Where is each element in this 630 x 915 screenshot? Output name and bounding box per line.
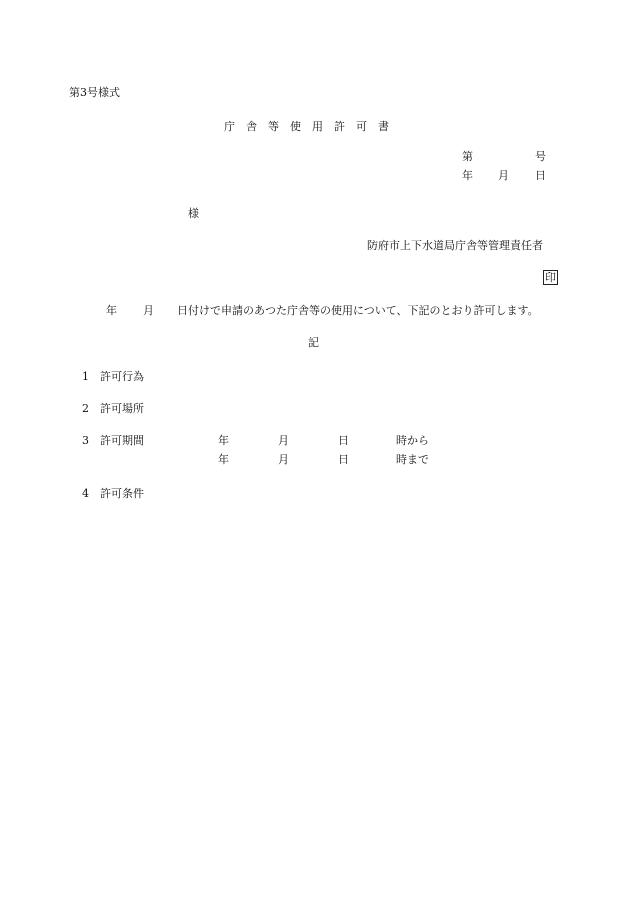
item-4-number: 4 [82, 487, 89, 500]
addressee-honorific: 様 [188, 207, 199, 220]
item-3-label: 許可期間 [100, 434, 144, 447]
period-to-time: 時まで [396, 453, 429, 466]
form-number: 第3号様式 [69, 86, 120, 99]
note-heading: 記 [308, 336, 319, 349]
issue-number-suffix: 号 [535, 150, 546, 163]
issue-date-day: 日 [535, 169, 546, 182]
issue-date-month: 月 [498, 169, 509, 182]
issue-date-year: 年 [462, 169, 473, 182]
document-title: 庁 舎 等 使 用 許 可 書 [224, 120, 389, 133]
period-from-time: 時から [396, 434, 429, 447]
period-from-month: 月 [278, 434, 289, 447]
period-to-year: 年 [218, 453, 229, 466]
item-2-label: 許可場所 [100, 402, 144, 415]
period-to-day: 日 [338, 453, 349, 466]
body-month: 月 [143, 304, 154, 317]
item-4-label: 許可条件 [100, 487, 144, 500]
period-from-year: 年 [218, 434, 229, 447]
body-year: 年 [106, 304, 117, 317]
item-2-number: 2 [82, 402, 89, 415]
seal-mark [543, 270, 558, 285]
issue-number-prefix: 第 [462, 150, 473, 163]
item-3-number: 3 [82, 434, 89, 447]
item-1-label: 許可行為 [100, 370, 144, 383]
period-to-month: 月 [278, 453, 289, 466]
issuer-name: 防府市上下水道局庁舎等管理責任者 [367, 239, 543, 252]
body-text: 日付けで申請のあつた庁舎等の使用について、下記のとおり許可します。 [177, 304, 539, 317]
item-1-number: 1 [82, 370, 89, 383]
seal-label: 印 [545, 271, 556, 284]
period-from-day: 日 [338, 434, 349, 447]
